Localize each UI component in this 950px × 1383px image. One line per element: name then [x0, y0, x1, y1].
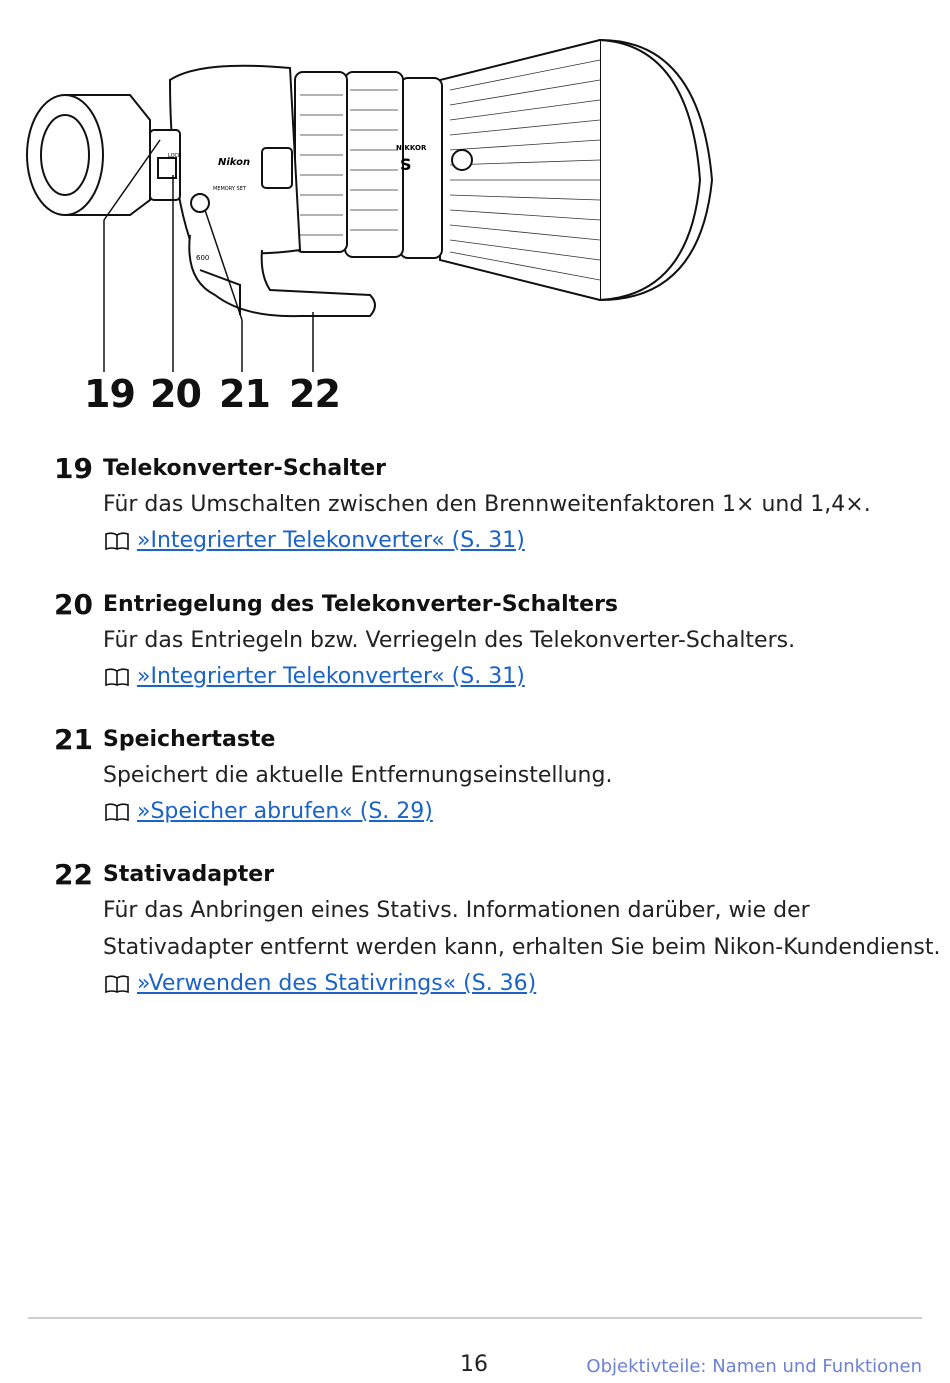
lens-illustration — [0, 0, 950, 430]
entry-number: 20 — [54, 588, 93, 621]
entry-number: 22 — [54, 858, 93, 891]
entry-reference — [103, 971, 536, 996]
brand-logo: Nikon — [218, 157, 251, 168]
entry-title: Entriegelung des Telekonverter-Schalters — [103, 592, 619, 617]
lens-drawing — [0, 0, 950, 430]
reference-link[interactable]: »Integrierter Telekonverter« (S. 31) — [137, 664, 525, 689]
reference-link[interactable]: »Speicher abrufen« (S. 29) — [137, 799, 433, 824]
entry-number: 19 — [54, 452, 93, 485]
book-icon — [103, 973, 131, 995]
reference-link[interactable]: »Integrierter Telekonverter« (S. 31) — [137, 528, 525, 553]
footer-divider — [28, 1317, 922, 1319]
entry-title: Telekonverter-Schalter — [103, 456, 387, 481]
entry-description: Für das Umschalten zwischen den Brennweitenfaktoren 1× und 1,4×. — [103, 492, 871, 517]
callout-19: 19 — [84, 372, 135, 416]
entry-description-line-2: Stativadapter entfernt werden kann, erhalten Sie beim Nikon-Kundendienst. — [103, 935, 941, 960]
page-number: 16 — [460, 1352, 488, 1377]
entry-description-line-1: Für das Anbringen eines Stativs. Informationen darüber, wie der — [103, 898, 810, 923]
callout-20: 20 — [150, 372, 201, 416]
book-icon — [103, 530, 131, 552]
entry-title: Stativadapter — [103, 862, 275, 887]
memory-set-label: MEMORY SET — [213, 186, 246, 192]
entry-title: Speichertaste — [103, 727, 276, 752]
focal-label: 600 — [196, 254, 210, 262]
callout-21: 21 — [219, 372, 270, 416]
book-icon — [103, 801, 131, 823]
entry-reference — [103, 528, 525, 553]
s-line-label: S — [400, 155, 412, 174]
entry-number: 21 — [54, 723, 93, 756]
entry-description: Für das Entriegeln bzw. Verriegeln des Telekonverter-Schalters. — [103, 628, 796, 653]
nikkor-label: NIKKOR — [396, 144, 427, 152]
reference-link[interactable]: »Verwenden des Stativrings« (S. 36) — [137, 971, 537, 996]
entry-reference — [103, 664, 525, 689]
callout-22: 22 — [289, 372, 340, 416]
section-name[interactable]: Objektivteile: Namen und Funktionen — [586, 1356, 922, 1377]
entry-description: Speichert die aktuelle Entfernungseinstellung. — [103, 763, 613, 788]
book-icon — [103, 666, 131, 688]
lock-label: LOCK — [168, 153, 182, 159]
entry-reference — [103, 799, 433, 824]
